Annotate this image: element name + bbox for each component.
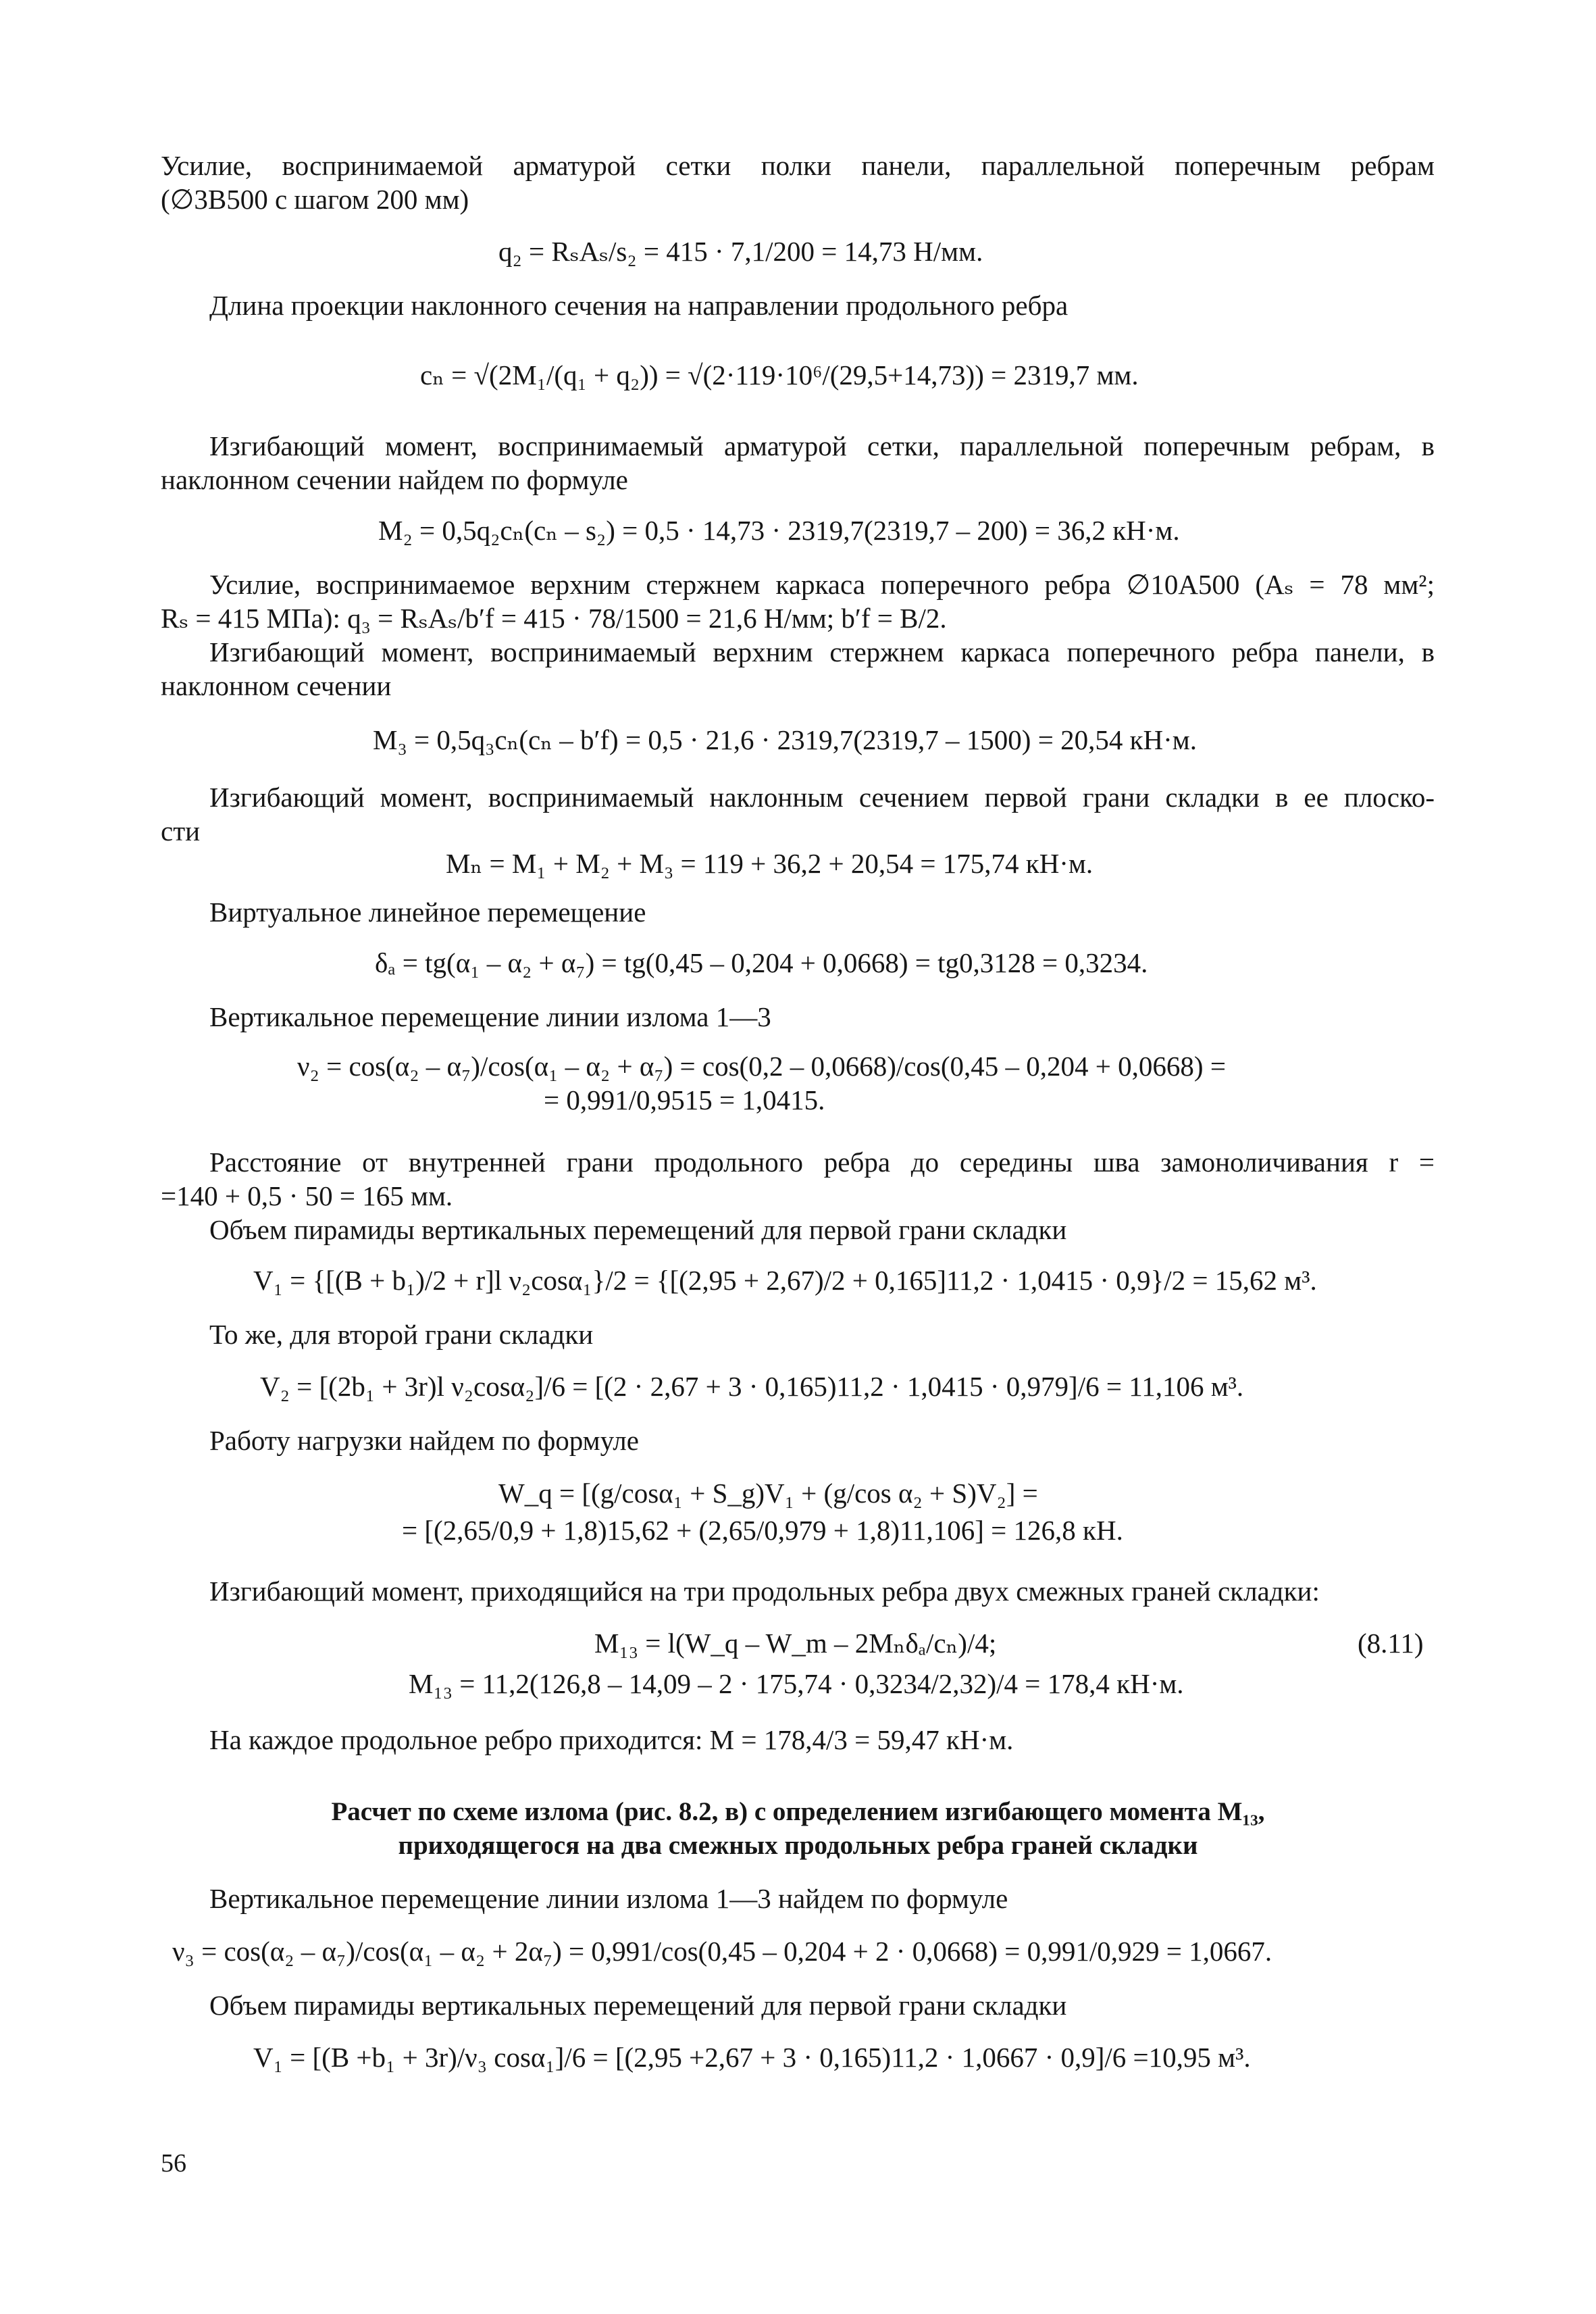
formula-volume-3: V₁ = [(B +b₁ + 3r)/ν₃ cosα₁]/6 = [(2,95 +2,67 + 3 · 0,165)11,2 · 1,0667 · 0,9]/6 =10,95 м³. — [253, 2042, 1251, 2073]
paragraph-line: На каждое продольное ребро приходится: M = 178,4/3 = 59,47 кН·м. — [209, 1724, 1014, 1755]
section-heading: Расчет по схеме излома (рис. 8.2, в) с определением изгибающего момента M₁₃, — [331, 1797, 1265, 1826]
paragraph-line: Длина проекции наклонного сечения на направлении продольного ребра — [209, 290, 1069, 321]
paragraph-line: Изгибающий момент, воспринимаемый арматурой сетки, параллельной поперечным ребрам, в — [209, 430, 1435, 461]
formula-v3: ν₃ = cos(α₂ – α₇)/cos(α₁ – α₂ + 2α₇) = 0,991/cos(0,45 – 0,204 + 2 · 0,0668) = 0,991/0,929 = 1,0667. — [172, 1936, 1272, 1967]
paragraph-line: Rₛ = 415 МПа): q₃ = RₛAₛ/b′f = 415 · 78/1500 = 21,6 Н/мм; b′f = B/2. — [161, 603, 947, 634]
paragraph-line: То же, для второй грани складки — [209, 1319, 594, 1350]
formula-wq: W_q = [(g/cosα₁ + S_g)V₁ + (g/cos α₂ + S)V₂] = — [498, 1478, 1038, 1509]
formula-m2: M₂ = 0,5q₂cₙ(cₙ – s₂) = 0,5 · 14,73 · 2319,7(2319,7 – 200) = 36,2 кН·м. — [378, 515, 1180, 546]
formula-q2: q₂ = RₛAₛ/s₂ = 415 · 7,1/200 = 14,73 Н/мм. — [498, 236, 983, 267]
formula-m3: M₃ = 0,5q₃cₙ(cₙ – b′f) = 0,5 · 21,6 · 2319,7(2319,7 – 1500) = 20,54 кН·м. — [373, 724, 1197, 755]
page-number: 56 — [161, 2149, 186, 2178]
equation-number: (8.11) — [1358, 1628, 1424, 1659]
paragraph-line: наклонном сечении найдем по формуле — [161, 464, 628, 495]
formula-cn: cₙ = √(2M₁/(q₁ + q₂)) = √(2·119·10⁶/(29,5+14,73)) = 2319,7 мм. — [420, 359, 1139, 391]
formula-m13-value: M₁₃ = 11,2(126,8 – 14,09 – 2 · 175,74 · 0,3234/2,32)/4 = 178,4 кН·м. — [409, 1668, 1184, 1699]
paragraph-line: Изгибающий момент, воспринимаемый верхним стержнем каркаса поперечного ребра панели, в — [209, 636, 1435, 668]
paragraph-line: Расстояние от внутренней грани продольного ребра до середины шва замоноличивания r = — [209, 1147, 1435, 1178]
paragraph-line: Объем пирамиды вертикальных перемещений для первой грани складки — [209, 1990, 1067, 2021]
paragraph-line: сти — [161, 815, 201, 847]
section-heading: приходящегося на два смежных продольных ребра граней складки — [398, 1831, 1198, 1860]
paragraph-line: Виртуальное линейное перемещение — [209, 897, 646, 928]
paragraph-line: Объем пирамиды вертикальных перемещений для первой грани складки — [209, 1214, 1067, 1245]
paragraph-line: Вертикальное перемещение линии излома 1—3 найдем по формуле — [209, 1883, 1008, 1914]
formula-delta: δₐ = tg(α₁ – α₂ + α₇) = tg(0,45 – 0,204 + 0,0668) = tg0,3128 = 0,3234. — [375, 947, 1148, 978]
paragraph-line: =140 + 0,5 · 50 = 165 мм. — [161, 1180, 453, 1211]
paragraph-line: наклонном сечении — [161, 670, 392, 701]
paragraph-line: Усилие, воспринимаемое верхним стержнем каркаса поперечного ребра ∅10А500 (Aₛ = 78 мм²; — [209, 569, 1435, 600]
paragraph-line: Вертикальное перемещение линии излома 1—3 — [209, 1001, 771, 1032]
formula-m13: M₁₃ = l(W_q – W_m – 2Mₙδₐ/cₙ)/4; — [594, 1628, 997, 1659]
formula-volume-2: V₂ = [(2b₁ + 3r)l ν₂cosα₂]/6 = [(2 · 2,67 + 3 · 0,165)11,2 · 1,0415 · 0,979]/6 = 11,106 м³. — [260, 1371, 1244, 1402]
formula-mn: Mₙ = M₁ + M₂ + M₃ = 119 + 36,2 + 20,54 = 175,74 кН·м. — [446, 848, 1093, 879]
formula-wq-cont: = [(2,65/0,9 + 1,8)15,62 + (2,65/0,979 + 1,8)11,106] = 126,8 кН. — [402, 1515, 1123, 1546]
formula-volume-1: V₁ = {[(B + b₁)/2 + r]l ν₂cosα₁}/2 = {[(2,95 + 2,67)/2 + 0,165]11,2 · 1,0415 · 0,9}/2 = 15,62 м³. — [253, 1265, 1317, 1296]
paragraph-line: Изгибающий момент, воспринимаемый наклонным сечением первой грани складки в ее плоско- — [209, 782, 1435, 813]
formula-v2-cont: = 0,991/0,9515 = 1,0415. — [544, 1084, 825, 1115]
formula-v2: ν₂ = cos(α₂ – α₇)/cos(α₁ – α₂ + α₇) = cos(0,2 – 0,0668)/cos(0,45 – 0,204 + 0,0668) = — [297, 1051, 1226, 1082]
paragraph-line: Усилие, воспринимаемой арматурой сетки полки панели, параллельной поперечным ребрам — [161, 150, 1435, 181]
paragraph-line: (∅3В500 с шагом 200 мм) — [161, 184, 469, 215]
paragraph-line: Изгибающий момент, приходящийся на три продольных ребра двух смежных граней складки: — [209, 1576, 1320, 1607]
paragraph-line: Работу нагрузки найдем по формуле — [209, 1425, 639, 1456]
